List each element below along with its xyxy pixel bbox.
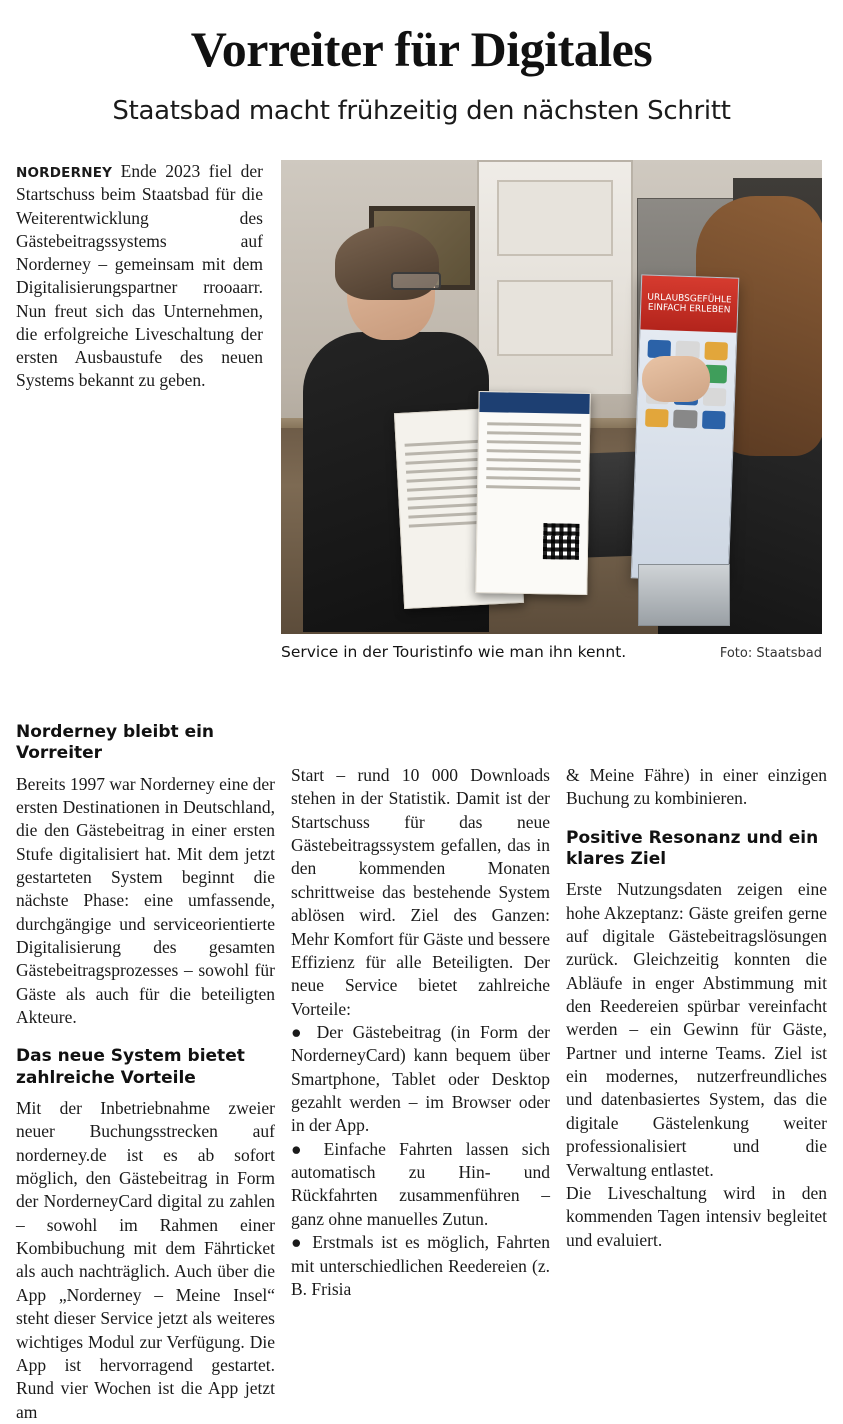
- column-right: [558, 764, 835, 1252]
- column-left: [8, 722, 283, 1424]
- paragraph-right-2: Erste Nutzungsdaten zeigen eine hohe Akzeptanz: Gäste greifen gerne auf digitale Gästebeitragslösungen zurück. Gleichzeitig konnten die Abläufe in enger Abstimmung mit den Reedereien spürbar vereinfacht werden – ein Gewinn für Gäste, Partner und interne Teams. Ziel ist ein modernes, nutzerfreundliches und datenbasiertes System, das die digitale Gästelenkung weiter professionalisiert und die Verwaltung entlastet.: [566, 879, 827, 1180]
- lead-column: [8, 160, 271, 393]
- brochure-item: [704, 342, 728, 361]
- photo-caption: Service in der Touristinfo wie man ihn kennt.: [281, 643, 627, 661]
- photo-block: [271, 160, 823, 661]
- photo-norderneycard: [475, 391, 591, 595]
- paragraph-left-1: Bereits 1997 war Norderney eine der ersten Destinationen in Deutschland, die den Gästebeitrag in einer ersten Stufe digitalisiert hat. Mit dem jetzt gestarteten System beginnt die nächste Phase: eine umfassende, durchgängige und serviceorientierte Digitalisierung des gesamten Gästebeitragsprozesses – sowohl für Gäste als auch für die beteiligten Akteure.: [16, 773, 275, 1028]
- photo-card-terminal: [638, 564, 730, 626]
- photo-guest-hand: [642, 356, 710, 402]
- paragraph-left-2: Mit der Inbetriebnahme zweier neuer Buchungsstrecken auf norderney.de ist es ab sofort möglich, den Gästebeitrag in Form der NorderneyCard digital zu zahlen – sowohl im Rahmen einer Kombibuchung mit dem Fährticket als auch nachträglich. Auch über die App „Norderney – Meine Insel“ steht dieser Service jetzt als weiteres wichtiges Modul zur Verfügung. Die App ist hervorragend gestartet. Rund vier Wochen ist die App jetzt am: [16, 1097, 275, 1422]
- section-heading-3: Positive Resonanz und ein klares Ziel: [566, 827, 819, 869]
- brochure-item: [645, 409, 669, 428]
- brochure-item: [673, 410, 697, 429]
- bullet-mid-3: ● Erstmals ist es möglich, Fahrten mit unterschiedlichen Reedereien (z. B. Frisia: [291, 1232, 550, 1299]
- qr-code-icon: [543, 523, 580, 560]
- page-title: Vorreiter für Digitales: [190, 21, 653, 77]
- column-middle: [283, 764, 558, 1301]
- page-subtitle: Staatsbad macht frühzeitig den nächsten Schritt: [112, 96, 731, 126]
- glasses-icon: [391, 272, 441, 290]
- bullet-mid-1: ● Der Gästebeitrag (in Form der NorderneyCard) kann bequem über Smartphone, Tablet oder Desktop gezahlt werden – im Browser oder in der App.: [291, 1021, 550, 1136]
- paragraph-right-1: & Meine Fähre) in einer einzigen Buchung zu kombinieren.: [566, 765, 827, 809]
- bullet-mid-2: ● Einfache Fahrten lassen sich automatisch zu Hin- und Rückfahrten zusammenführen – ganz ohne manuelles Zutun.: [291, 1138, 550, 1229]
- brochure-stand-headline: URLAUBSGEFÜHLE EINFACH ERLEBEN: [640, 275, 738, 332]
- top-area: [0, 160, 843, 661]
- paragraph-right-3: Die Liveschaltung wird in den kommenden Tagen intensiv begleitet und evaluiert.: [566, 1182, 827, 1250]
- paragraph-mid-1: Start – rund 10 000 Downloads stehen in der Statistik. Damit ist der Startschuss für das neue Gästebeitragssystem gefallen, das in den kommenden Monaten schrittweise das bestehende System ablösen wird. Ziel des Ganzen: Mehr Komfort für Gäste und bessere Effizienz für alle Beteiligten. Der neue Service bietet zahlreiche Vorteile:: [291, 765, 550, 1019]
- article-photo: [281, 160, 822, 634]
- photo-door: [477, 160, 633, 396]
- photo-credit: Foto: Staatsbad: [719, 646, 822, 661]
- photo-brochure-stand: [631, 274, 740, 581]
- lead-text: Ende 2023 fiel der Startschuss beim Staatsbad für die Weiterentwicklung des Gästebeitragssystems auf Norderney – gemeinsam mit dem Digitalisierungspartner rrooaarr. Nun freut sich das Unternehmen, die erfolgreiche Liveschaltung der ersten Ausbaustufe des neuen Systems bekannt zu geben.: [16, 161, 263, 391]
- dateline: NORDERNEY: [16, 165, 113, 181]
- section-heading-2: Das neue System bietet zahlreiche Vorteile: [16, 1046, 245, 1088]
- article-page: [0, 22, 843, 1421]
- lead-paragraph: [16, 160, 263, 393]
- norderneycard-lines: [486, 422, 581, 496]
- photo-caption-row: [281, 643, 822, 661]
- section-heading-1: Norderney bleibt ein Vorreiter: [16, 722, 215, 764]
- brochure-item: [702, 411, 726, 430]
- norderneycard-header: [479, 392, 589, 414]
